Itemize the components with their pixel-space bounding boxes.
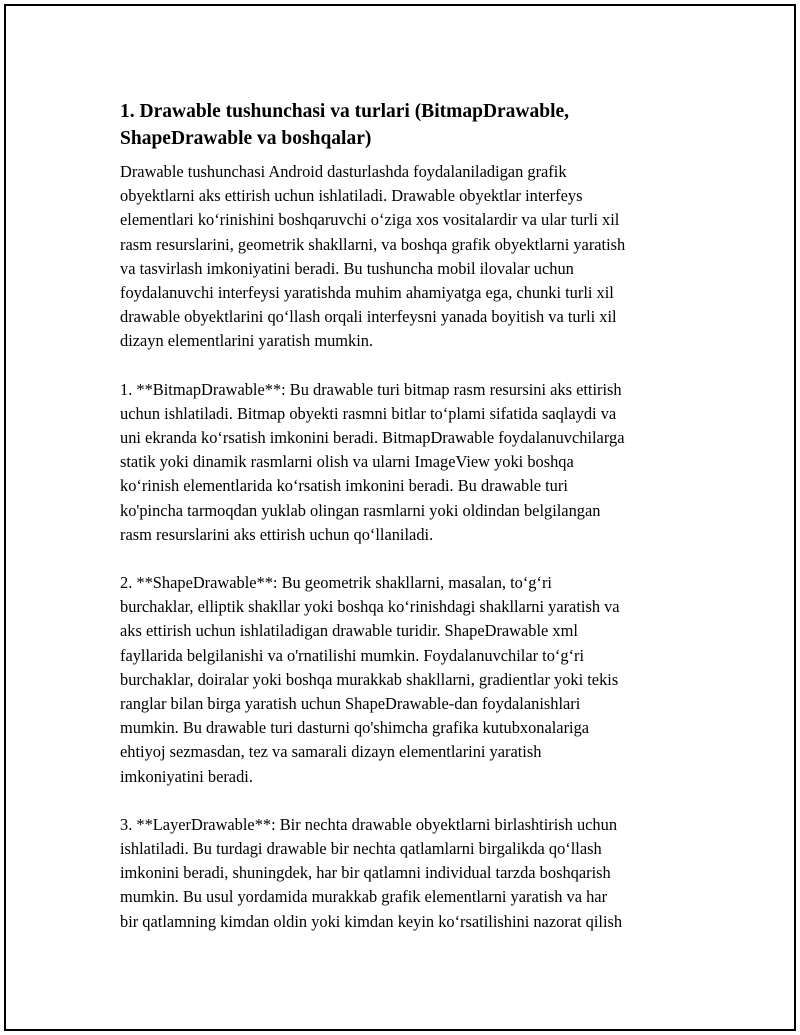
text-line: burchaklar, doiralar yoki boshqa murakkab shakllarni, gradientlar yoki tekis xyxy=(120,669,619,689)
document-content xyxy=(120,98,696,958)
text-line: elementlari koʻrinishini boshqaruvchi oʻziga xos vositalardir va ular turli xil xyxy=(120,210,620,230)
intro-paragraph xyxy=(120,160,696,354)
document-title xyxy=(120,98,696,152)
text-line: fayllarida belgilanishi va o'rnatilishi mumkin. Foydalanuvchilar toʻgʻri xyxy=(120,645,585,665)
text-line: va tasvirlash imkoniyatini beradi. Bu tushuncha mobil ilovalar uchun xyxy=(120,258,574,278)
text-line: 3. **LayerDrawable**: Bir nechta drawable obyektlarni birlashtirish uchun xyxy=(120,814,618,834)
text-line: rasm resurslarini, geometrik shakllarni, va boshqa grafik obyektlarni yaratish xyxy=(120,234,626,254)
text-line: 2. **ShapeDrawable**: Bu geometrik shakllarni, masalan, toʻgʻri xyxy=(120,573,552,593)
text-line: bir qatlamning kimdan oldin yoki kimdan keyin koʻrsatilishini nazorat qilish xyxy=(120,911,623,931)
text-line: mumkin. Bu usul yordamida murakkab grafik elementlarni yaratish va har xyxy=(120,887,608,907)
text-line: uni ekranda koʻrsatish imkonini beradi. BitmapDrawable foydalanuvchilarga xyxy=(120,428,625,448)
text-line: statik yoki dinamik rasmlarni olish va ularni ImageView yoki boshqa xyxy=(120,452,574,472)
text-line: rasm resurslarini aks ettirish uchun qoʻllaniladi. xyxy=(120,524,434,544)
text-line: imkonini beradi, shuningdek, har bir qatlamni individual tarzda boshqarish xyxy=(120,863,611,883)
text-line: 1. **BitmapDrawable**: Bu drawable turi bitmap rasm resursini aks ettirish xyxy=(120,379,622,399)
text-line: imkoniyatini beradi. xyxy=(120,766,253,786)
text-line: Drawable tushunchasi Android dasturlashda foydalaniladigan grafik xyxy=(120,162,567,181)
text-line: ehtiyoj sezmasdan, tez va samarali dizayn elementlarini yaratish xyxy=(120,742,542,762)
text-line: koʻrinish elementlarida koʻrsatish imkonini beradi. Bu drawable turi xyxy=(120,476,568,496)
bitmapdrawable-paragraph xyxy=(120,378,696,547)
text-line: mumkin. Bu drawable turi dasturni qo'shimcha grafika kutubxonalariga xyxy=(120,718,590,738)
page-frame xyxy=(4,4,796,1031)
title-line: 1. Drawable tushunchasi va turlari (BitmapDrawable, xyxy=(120,101,570,122)
text-line: drawable obyektlarini qoʻllash orqali interfeysni yanada boyitish va turli xil xyxy=(120,307,617,327)
shapedrawable-paragraph xyxy=(120,571,696,789)
text-line: ranglar bilan birga yaratish uchun ShapeDrawable-dan foydalanishlari xyxy=(120,694,581,714)
text-line: uchun ishlatiladi. Bitmap obyekti rasmni bitlar toʻplami sifatida saqlaydi va xyxy=(120,403,617,423)
text-line: ko'pincha tarmoqdan yuklab olingan rasmlarni yoki oldindan belgilangan xyxy=(120,500,601,520)
text-line: ishlatiladi. Bu turdagi drawable bir nechta qatlamlarni birgalikda qoʻllash xyxy=(120,839,602,859)
text-line: aks ettirish uchun ishlatiladigan drawable turidir. ShapeDrawable xml xyxy=(120,621,578,641)
layerdrawable-paragraph xyxy=(120,813,696,934)
text-line: burchaklar, elliptik shakllar yoki boshqa koʻrinishdagi shakllarni yaratish va xyxy=(120,597,620,617)
text-line: dizayn elementlarini yaratish mumkin. xyxy=(120,331,374,351)
text-line: foydalanuvchi interfeysi yaratishda muhim ahamiyatga ega, chunki turli xil xyxy=(120,283,614,303)
text-line: obyektlarni aks ettirish uchun ishlatiladi. Drawable obyektlar interfeys xyxy=(120,186,583,206)
title-line: ShapeDrawable va boshqalar) xyxy=(120,128,372,149)
